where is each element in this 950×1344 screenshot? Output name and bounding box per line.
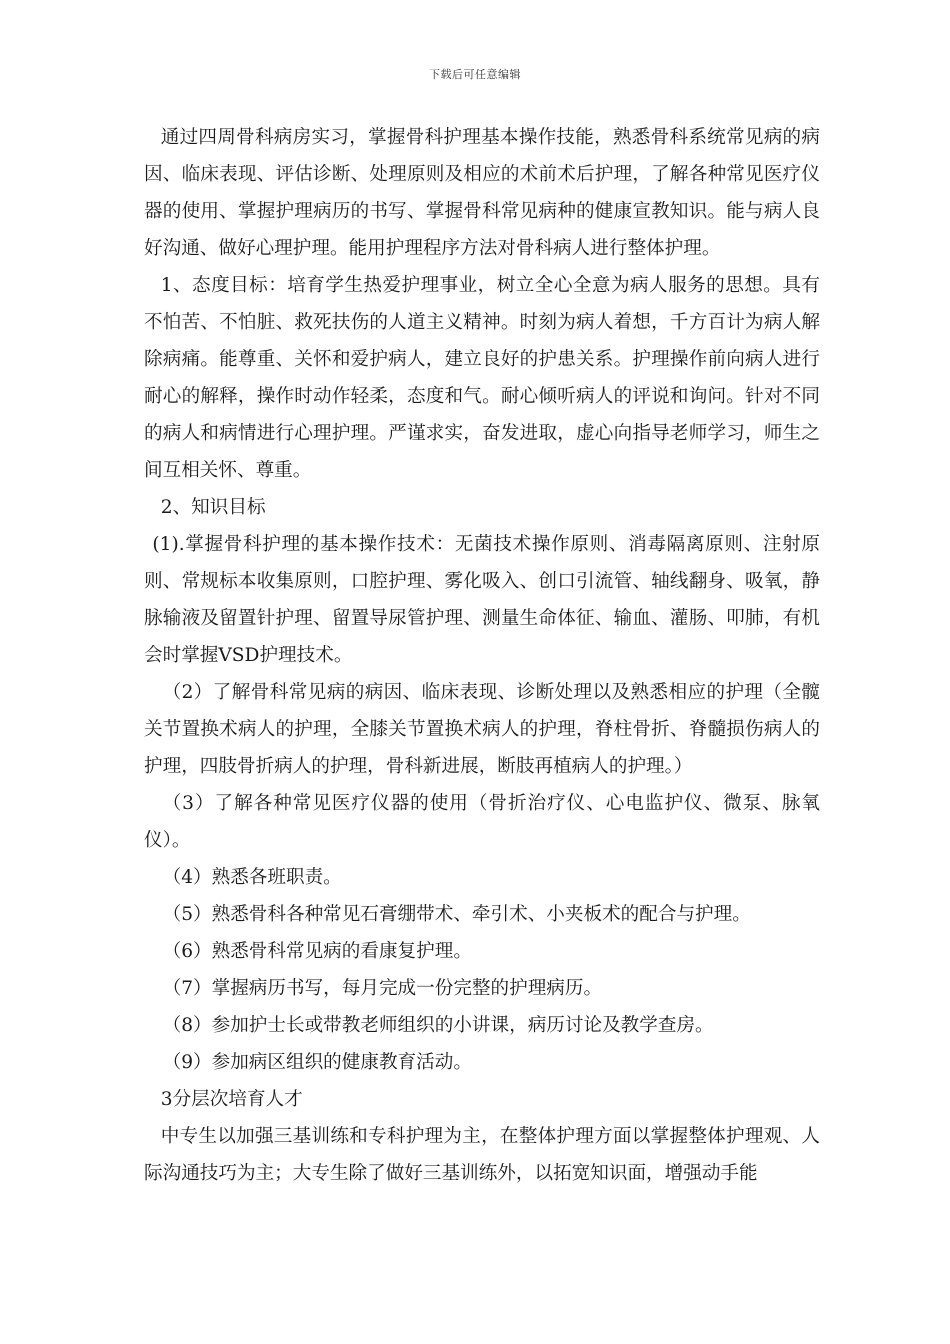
paragraph-item-8: （8）参加护士长或带教老师组织的小讲课，病历讨论及教学查房。 [162, 1015, 714, 1036]
paragraph-item-5: （5）熟悉骨科各种常见石膏绷带术、牵引术、小夹板术的配合与护理。 [162, 904, 751, 925]
heading-tiered-training: 3分层次培育人才 [160, 1089, 303, 1110]
paragraph-intro: 通过四周骨科病房实习，掌握骨科护理基本操作技能，熟悉骨科系统常见病的病因、临床表现、评估诊断、处理原则及相应的术前术后护理，了解各种常见医疗仪器的使用、掌握护理病历的书写、掌握骨科常见病种的健康宣教知识。能与病人良好沟通、做好心理护理。能用护理程序方法对骨科病人进行整体护理。 [144, 127, 820, 259]
paragraph-item-9: （9）参加病区组织的健康教育活动。 [162, 1052, 472, 1073]
paragraph-item-6: （6）熟悉骨科常见病的看康复护理。 [162, 941, 472, 962]
header-note: 下载后可任意编辑 [429, 68, 521, 81]
heading-knowledge-goal: 2、知识目标 [160, 497, 266, 518]
paragraph-tiered-training: 中专生以加强三基训练和专科护理为主，在整体护理方面以掌握整体护理观、人际沟通技巧为主；大专生除了做好三基训练外，以拓宽知识面，增强动手能 [144, 1126, 820, 1184]
paragraph-item-1: (1).掌握骨科护理的基本操作技术：无菌技术操作原则、消毒隔离原则、注射原则、常规标本收集原则，口腔护理、雾化吸入、创口引流管、轴线翻身、吸氧，静脉输液及留置针护理、留置导尿管护理、测量生命体征、输血、灌肠、叩肺，有机会时掌握VSD护理技术。 [144, 534, 820, 666]
document-body [144, 119, 820, 1192]
paragraph-item-3: （3）了解各种常见医疗仪器的使用（骨折治疗仪、心电监护仪、微泵、脉氧仪）。 [144, 793, 820, 851]
paragraph-attitude-goal: 1、态度目标：培育学生热爱护理事业，树立全心全意为病人服务的思想。具有不怕苦、不怕脏、救死扶伤的人道主义精神。时刻为病人着想，千方百计为病人解除病痛。能尊重、关怀和爱护病人，建立良好的护患关系。护理操作前向病人进行耐心的解释，操作时动作轻柔，态度和气。耐心倾听病人的评说和询问。针对不同的病人和病情进行心理护理。严谨求实，奋发进取，虚心向指导老师学习，师生之间互相关怀、尊重。 [144, 275, 820, 481]
paragraph-item-4: （4）熟悉各班职责。 [162, 867, 342, 888]
paragraph-item-2: （2）了解骨科常见病的病因、临床表现、诊断处理以及熟悉相应的护理（全髋关节置换术病人的护理，全膝关节置换术病人的护理，脊柱骨折、脊髓损伤病人的护理，四肢骨折病人的护理，骨科新进展，断肢再植病人的护理。） [144, 682, 820, 777]
paragraph-item-7: （7）掌握病历书写，每月完成一份完整的护理病历。 [162, 978, 603, 999]
